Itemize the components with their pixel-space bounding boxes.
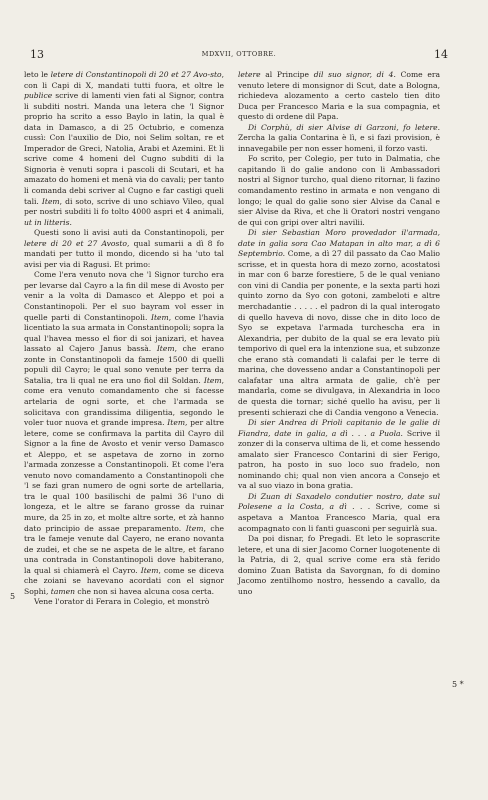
margin-number-left: 5 xyxy=(10,592,16,601)
italic-text: letere di 20 et 27 Avosto xyxy=(24,238,128,248)
text-run: , come se diceva che zoiani se havevano acordati con el signor Sophi, xyxy=(24,565,224,596)
paragraph xyxy=(24,597,224,608)
paragraph xyxy=(24,270,224,597)
text-run: Da poi disnar, fo Pregadi. Et leto le soprascrite letere, et una di sier Jacomo Corner luogotenente di la Patria, di 2, qual scrive come era stà ferido domino Zuan Batista da Savorgnan, fo di domino Jacomo zentilhomo nostro, hessendo a cavallo, da uno xyxy=(238,534,440,596)
text-run: leto le xyxy=(24,70,51,79)
paragraph xyxy=(24,228,224,270)
text-run: Scrive, come si aspetava a Mantoa Francesco Maria, qual era acompagnato con li fanti guasconi per seguirlà sua. xyxy=(238,502,440,533)
running-title: MDXVII, OTTOBRE. xyxy=(201,50,277,58)
left-column xyxy=(24,70,224,608)
text-run: , che erano zonte in Constantinopoli da fameje 1500 di quelli populi dil Cayro; le qual sono venute per terra da Satalia, tra li qual ne era uno fiol dil Soldan. xyxy=(24,344,225,385)
text-run: Questi sono li avisi auti da Constantinopoli, per xyxy=(34,228,224,238)
italic-text: Di sier Andrea di Prioli capitanio de le galie di Fiandra, date in galia, a dì . . . a Puola. xyxy=(238,418,440,438)
text-run: Scrive il zonzer di la conserva ultima de li, et come hessendo amalato sier Francesco Contarini di sier Ferigo, patron, ha posto in suo loco suo fradelo, non nominando chi; qual non vien ancora a Consejo et va al suo viazo in bona gratia. xyxy=(238,428,441,491)
margin-number-right: 5 * xyxy=(452,680,464,689)
italic-text: Di Corphù, di sier Alvise di Garzoni, fo letere. xyxy=(248,122,440,132)
text-run: Come l'era venuto nova che 'l Signor turcho era per levarse dal Cayro a la fin dil mese di Avosto per venir a la volta di Damasco et Aleppo et poi a Constantinopoli. Per el suo bayram vol esser in quelle parti di Constantinopoli. xyxy=(24,270,224,322)
page-number-left: 13 xyxy=(30,48,44,61)
text-run: scrive di lamenti vien fati al Signor, contra li subditi nostri. Manda una letera che 'l Signor proprio ha scrito a esso Baylo in latin, la qual è data in Damasco, a di 25 Octubrio, e comenza cussì: Con l'auxilio de Dio, noi Selim soltan, re et Imperador de Greci, Natolia, Arabi et Azemini. Et li scrive come 4 homeni del Cugno subditi di la Signoria è venuti sopra i pascoli di Scutari, et ha amazato do homeni et menà via do cavali; per tanto li comanda debi scriver al Cugno e far castigi queli tali. xyxy=(24,91,224,206)
text-run: Vene l'orator di Ferara in Colegio, et monstrò xyxy=(34,597,210,607)
italic-text: Item xyxy=(140,565,159,575)
paragraph xyxy=(238,418,440,492)
page-header xyxy=(30,48,448,62)
paragraph xyxy=(24,70,224,228)
text-run: Zercha la galia Contarina è lì, e si fazi provision, è innavegabile per non esser homeni, il forzo vasti. xyxy=(238,133,440,153)
text-run: , che tra le fameje venute dal Cayero, ne erano novanta de zudei, et che se ne aspeta de le altre, et farano una contrada in Constantinopoli dove habiterano, la qual si chiamerà el Cayro. xyxy=(24,523,225,575)
italic-text: Di sier Sebastian Moro provedador il'armada, date in galia sora Cao Matapan in alto mar, a dì 6 Septembrio. xyxy=(238,228,440,259)
italic-text: dil suo signor, di 4 xyxy=(313,70,394,79)
text-run: , di soto, scrive di uno schiavo Vileo, qual per nostri subditi li fo tolto 4000 aspri et 4 animali, xyxy=(24,196,224,217)
paragraph xyxy=(238,154,440,228)
text-run: , come era venuto comandamento che si facesse artelaria de ogni sorte, et che l'armada se solicitava con grandissima diligentia, segondo le voler tuor nuova et grande impresa. xyxy=(24,375,224,428)
text-run: , per altre letere, come se confirmava la partita dil Cayro dil Signor a la fine de Avosto et venir verso Damasco et Aleppo, et se aspetava de zorno in zorno l'armada zonzesse a Constantinopoli. Et come l'era venuto novo comandamento a Constantinopoli che 'l se fazi gran numero de ogni sorte de artellaria, tra le qual 100 basilischi de palmi 36 l'uno di longeza, et le altre se farano grosse da ruinar mure, da 25 in zo, et molte altre sorte, et zà hanno dato principio de assae preparamento. xyxy=(24,418,224,533)
italic-text: Item xyxy=(150,312,169,322)
text-run: , con li Capi di X, mandati tutti fuora, et oltre le xyxy=(24,70,225,90)
right-column xyxy=(238,70,440,597)
text-run: , come l'havia licentiato la sua armata in Constantinopoli; sopra la qual l'havea messo el fior di soi janizari, et havea lassato al Cajero Janus bassà. xyxy=(24,312,224,354)
page-number-right: 14 xyxy=(434,48,448,61)
italic-text: Item xyxy=(41,196,60,206)
italic-text: letere di Constantinopoli di 20 et 27 Avo-sto xyxy=(50,70,222,79)
italic-text: Item xyxy=(203,375,222,385)
text-run: al Principe xyxy=(260,70,314,79)
paragraph xyxy=(238,228,440,418)
paragraph xyxy=(238,123,440,155)
paragraph xyxy=(238,534,440,597)
italic-text: Di Zuan di Saxadelo condutier nostro, date sul Polesene a la Costa, a dì . . . xyxy=(238,491,440,512)
paragraph xyxy=(238,70,440,123)
paragraph xyxy=(238,492,440,534)
italic-text: Item xyxy=(167,418,186,428)
text-run: . Come era venuto letere di monsignor di Scut, date a Bologna, richiedeva alozamento a certo castelo tien dito Duca per Francesco Maria e la sua compagnia, et questo di ordene dil Papa. xyxy=(238,70,441,122)
italic-text: ut in litteris. xyxy=(24,217,72,227)
italic-text: publice xyxy=(24,91,53,101)
text-run: Come, a dì 27 dil passato da Cao Malio scrisse, et in questa hora di mezo zorno, acostatosi in mar con 6 barze forestiere, 5 de le qual veniano con vini di Candia per ponente, e la sexta parti hozi quinto zorno da Syo con gotoni, zambeloti e altre merchadantie . . . . . el padron di la qual interogato di quello haveva di novo, disse che in dito loco de Syo se expetava l'armada turchescha era in Alexandria, per dubito de la qual se era levato più temporivo di quel era la intenzione sua, et subzonze che erano stà comandati li calafai per le terre di marina, che dovesseno andar a Constantinopoli per calafatar una altra armata de galie, ch'è per mandarla, come se divulgava, in Alexandria in loco de questa die tornar; siché quello ha avisu, per li presenti schierazi che di Candia vengono a Venecia. xyxy=(238,249,440,417)
italic-text: tamen xyxy=(50,586,75,596)
text-run: , qual sumarii a dì 8 fo mandati per tutto il mondo, dicendo si ha 'uto tal avisi per via di Ragusi. Et primo: xyxy=(24,238,225,269)
italic-text: Item xyxy=(156,344,175,354)
text-run: Fo scrito, per Colegio, per tuto in Dalmatia, che capitando lì do galie andono con li Ambassadori nostri al Signor turcho, qual dieno ritornar, li fazino comandamento restino in armata e non vengano di longo; le qual do galie sono sier Alvise da Canal e sier Alvise da Riva, et che li Oratori nostri vengano de qui con gripi over altri navilii. xyxy=(238,154,440,227)
text-run: che non si havea alcuna cosa certa. xyxy=(74,586,215,596)
italic-text: Item xyxy=(185,523,204,533)
italic-text: letere xyxy=(238,70,261,79)
